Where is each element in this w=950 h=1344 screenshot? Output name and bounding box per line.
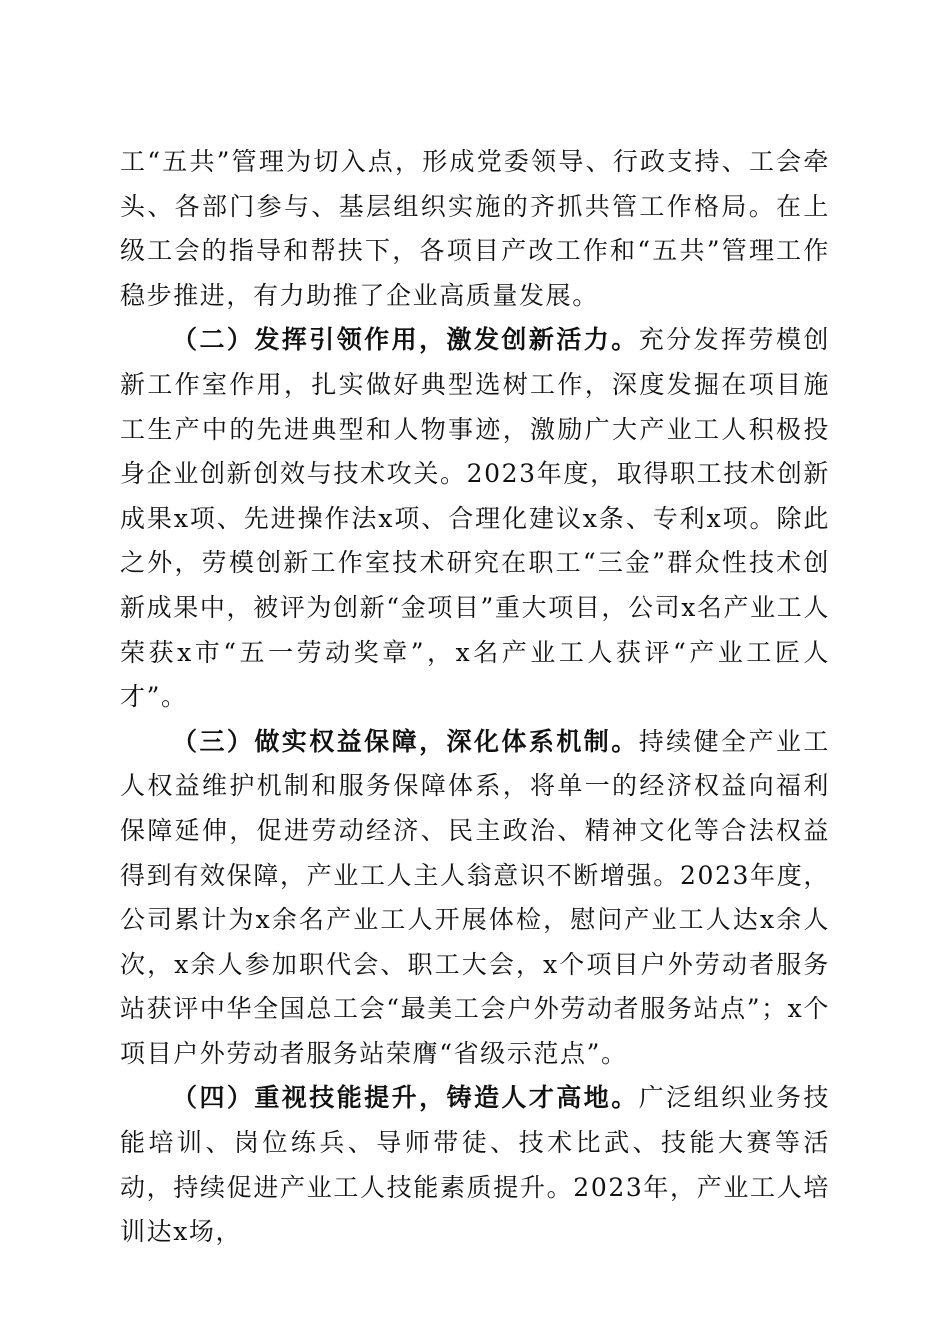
paragraph-text: 工“五共”管理为切入点，形成党委领导、行政支持、工会牵头、各部门参与、基层组织实施的齐抓共管工作格局。在上级工会的指导和帮扶下，各项目产改工作和“五共”管理工作稳步推进，有力助推了企业高质量发展。: [120, 147, 830, 310]
paragraph-text: 广泛组织业务技能培训、岗位练兵、导师带徒、技术比武、技能大赛等活动，持续促进产业工人技能素质提升。2023年，产业工人培训达x场，: [120, 1083, 830, 1247]
paragraph-continuation: [120, 140, 830, 318]
section-heading-three: （三）做实权益保障，深化体系机制。: [172, 726, 639, 756]
section-heading-four: （四）重视技能提升，铸造人才高地。: [172, 1083, 639, 1113]
paragraph-text: 持续健全产业工人权益维护机制和服务保障体系，将单一的经济权益向福利保障延伸，促进劳动经济、民主政治、精神文化等合法权益得到有效保障，产业工人主人翁意识不断增强。2023年度，公司累计为x余名产业工人开展体检，慰问产业工人达x余人次，x余人参加职代会、职工大会，x个项目户外劳动者服务站获评中华全国总工会“最美工会户外劳动者服务站点”；x个项目户外劳动者服务站荣膺“省级示范点”。: [120, 726, 830, 1068]
document-body: [120, 140, 830, 1255]
paragraph-text: 充分发挥劳模创新工作室作用，扎实做好典型选树工作，深度发掘在项目施工生产中的先进典型和人物事迹，激励广大产业工人积极投身企业创新创效与技术攻关。2023年度，取得职工技术创新成果x项、先进操作法x项、合理化建议x条、专利x项。除此之外，劳模创新工作室技术研究在职工“三金”群众性技术创新成果中，被评为创新“金项目”重大项目，公司x名产业工人荣获x市“五一劳动奖章”，x名产业工人获评“产业工匠人才”。: [120, 325, 830, 712]
paragraph-section-four: [120, 1076, 830, 1254]
section-heading-two: （二）发挥引领作用，激发创新活力。: [172, 325, 639, 355]
paragraph-section-two: [120, 318, 830, 719]
paragraph-section-three: [120, 720, 830, 1077]
